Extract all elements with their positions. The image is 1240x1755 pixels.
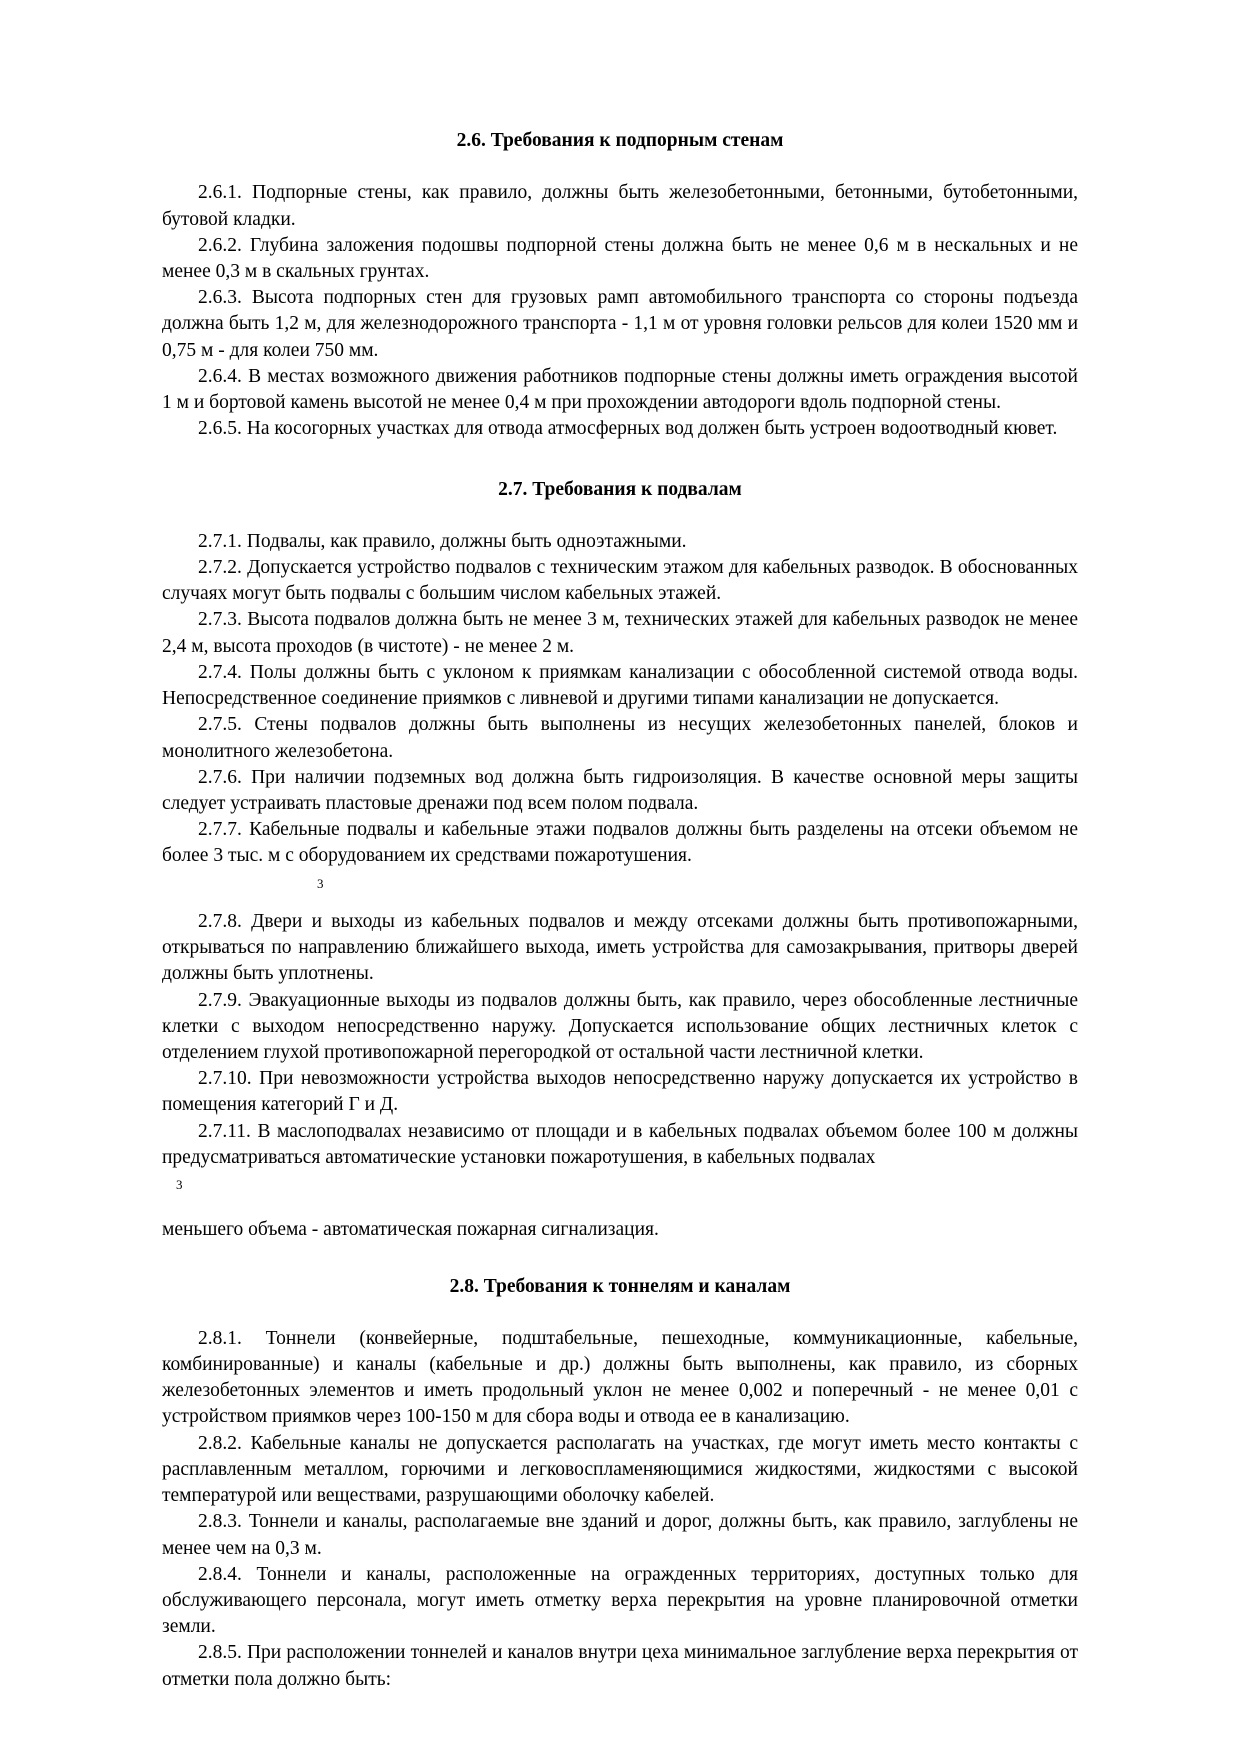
section-heading-block-26 <box>162 128 1078 154</box>
superscript-cubic-meter-2 <box>162 1171 1078 1197</box>
superscript-value: 3 <box>317 875 324 891</box>
paragraph-2-7-11: 2.7.11. В маслоподвалах независимо от площади и в кабельных подвалах объемом более 100 м должны предусматриваться автоматические установки пожаротушения, в кабельных подвалах <box>162 1120 1078 1168</box>
superscript-value: 3 <box>176 1177 183 1193</box>
paragraph-2-8-1: 2.8.1. Тоннели (конвейерные, подштабельные, пешеходные, коммуникационные, кабельные, комбинированные) и каналы (кабельные и др.) должны быть выполнены, как правило, из сборных железобетонных элементов и иметь продольный уклон не менее 0,002 и поперечный - не менее 0,01 с устройством приямков через 100-150 м для сбора воды и отвода ее в канализацию. <box>162 1327 1078 1428</box>
paragraph-2-6-4: 2.6.4. В местах возможного движения работников подпорные стены должны иметь ограждения высотой 1 м и бортовой камень высотой не менее 0,4 м при прохождении автодороги вдоль подпорной стены. <box>162 365 1078 414</box>
paragraph-2-8-5: 2.8.5. При расположении тоннелей и каналов внутри цеха минимальное заглубление верха перекрытия от отметки пола должно быть: <box>162 1642 1078 1690</box>
paragraph-2-8-3: 2.8.3. Тоннели и каналы, располагаемые вне зданий и дорог, должны быть, как правило, заглублены не менее чем на 0,3 м. <box>162 1511 1078 1559</box>
paragraph-2-7-11-continuation: меньшего объема - автоматическая пожарная сигнализация. <box>162 1219 659 1241</box>
paragraph-2-7-10: 2.7.10. При невозможности устройства выходов непосредственно наружу допускается их устройство в помещения категорий Г и Д. <box>162 1068 1078 1116</box>
paragraph-2-6-1: 2.6.1. Подпорные стены, как правило, должны быть железобетонными, бетонными, бутобетонными, бутовой кладки. <box>162 182 1078 230</box>
page-title-section-27: 2.7. Требования к подвалам <box>498 478 742 500</box>
paragraph-2-7-8: 2.7.8. Двери и выходы из кабельных подвалов и между отсеками должны быть противопожарными, открываться по направлению ближайшего выхода, иметь устройства для самозакрывания, притворы дверей должны быть уплотнены. <box>162 910 1078 985</box>
paragraph-2-7-3: 2.7.3. Высота подвалов должна быть не менее 3 м, технических этажей для кабельных разводок не менее 2,4 м, высота проходов (в чистоте) - не менее 2 м. <box>162 609 1078 657</box>
section-heading-block-27 <box>162 477 1078 503</box>
paragraph-2-8-4: 2.8.4. Тоннели и каналы, расположенные на огражденных территориях, доступных только для обслуживающего персонала, могут иметь отметку верха перекрытия на уровне планировочной отметки земли. <box>162 1563 1078 1638</box>
spacer <box>162 896 1078 909</box>
paragraph-2-7-7: 2.7.7. Кабельные подвалы и кабельные этажи подвалов должны быть разделены на отсеки объемом не более 3 тыс. м с оборудованием их средствами пожаротушения. <box>162 819 1078 867</box>
page-title-section-28: 2.8. Требования к тоннелям и каналам <box>449 1275 791 1297</box>
paragraph-2-6-5: 2.6.5. На косогорных участках для отвода атмосферных вод должен быть устроен водоотводный кювет. <box>198 418 1058 440</box>
paragraph-2-7-4: 2.7.4. Полы должны быть с уклоном к приямкам канализации с обособленной системой отвода воды. Непосредственное соединение приямков с ливневой и другими типами канализации не допускается. <box>162 661 1078 710</box>
paragraph-2-7-6: 2.7.6. При наличии подземных вод должна быть гидроизоляция. В качестве основной меры защиты следует устраивать пластовые дренажи под всем полом подвала. <box>162 766 1078 814</box>
paragraph-2-7-1: 2.7.1. Подвалы, как правило, должны быть одноэтажными. <box>198 530 687 552</box>
spacer <box>162 1197 1078 1217</box>
paragraph-2-7-5: 2.7.5. Стены подвалов должны быть выполнены из несущих железобетонных панелей, блоков и монолитного железобетона. <box>162 714 1078 762</box>
page-title-section-26: 2.6. Требования к подпорным стенам <box>456 130 784 151</box>
superscript-cubic-meter-1 <box>162 870 1078 896</box>
paragraph-2-8-2: 2.8.2. Кабельные каналы не допускается располагать на участках, где могут иметь место контакты с расплавленным металлом, горючими и легковоспламеняющимися жидкостями, жидкостями с высокой температурой или веществами, разрушающими оболочку кабелей. <box>162 1432 1078 1507</box>
paragraph-2-6-3: 2.6.3. Высота подпорных стен для грузовых рамп автомобильного транспорта со стороны подъезда должна быть 1,2 м, для железнодорожного транспорта - 1,1 м от уровня головки рельсов для колеи 1520 мм и 0,75 м - для колеи 750 мм. <box>162 287 1078 361</box>
section-heading-block-28 <box>162 1274 1078 1300</box>
paragraph-2-7-2: 2.7.2. Допускается устройство подвалов с техническим этажом для кабельных разводок. В обоснованных случаях могут быть подвалы с большим числом кабельных этажей. <box>162 557 1078 605</box>
paragraph-2-7-9: 2.7.9. Эвакуационные выходы из подвалов должны быть, как правило, через обособленные лестничные клетки с выходом непосредственно наружу. Допускается использование общих лестничных клеток с отделением глухой противопожарной перегородкой от остальной части лестничной клетки. <box>162 989 1078 1063</box>
paragraph-2-6-2: 2.6.2. Глубина заложения подошвы подпорной стены должна быть не менее 0,6 м в нескальных и не менее 0,3 м в скальных грунтах. <box>162 234 1078 282</box>
